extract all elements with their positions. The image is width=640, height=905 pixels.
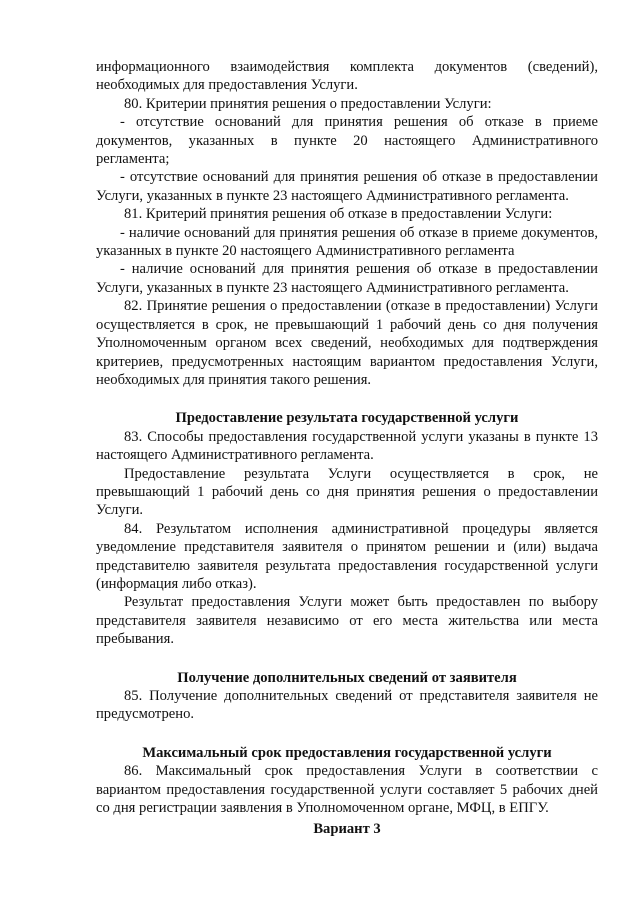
paragraph-83: 83. Способы предоставления государственной услуги указаны в пункте 13 настоящего Административного регламента.	[96, 428, 598, 464]
section-heading-additional-info: Получение дополнительных сведений от заявителя	[177, 669, 517, 686]
section-heading-variant: Вариант 3	[313, 821, 381, 838]
paragraph-80-item-b: - отсутствие оснований для принятия решения об отказе в предоставлении Услуги, указанных в пункте 23 настоящего Административного регламента.	[96, 169, 598, 204]
paragraph-81: 81. Критерий принятия решения об отказе в предоставлении Услуги:	[124, 206, 553, 223]
paragraph-81-item-b: - наличие оснований для принятия решения об отказе в предоставлении Услуги, указанных в пункте 23 настоящего Административного регламента.	[96, 261, 598, 296]
section-heading-max-term: Максимальный срок предоставления государственной услуги	[142, 744, 552, 761]
paragraph-86: 86. Максимальный срок предоставления Услуги в соответствии с вариантом предоставления государственной услуги составляет 5 рабочих дней со дня регистрации заявления в Уполномоченном органе, МФЦ, в ЕПГУ.	[96, 763, 598, 817]
paragraph-84: 84. Результатом исполнения административной процедуры является уведомление представителя заявителя о принятом решении и (или) выдача представителю заявителя результата предоставления государственной услуги (информация либо отказ).	[96, 520, 598, 592]
paragraph-85: 85. Получение дополнительных сведений от представителя заявителя не предусмотрено.	[96, 688, 598, 723]
document-body	[96, 58, 598, 839]
paragraph-intro: информационного взаимодействия комплекта документов (сведений), необходимых для предоставления Услуги.	[96, 59, 598, 94]
paragraph-80-item-a: - отсутствие оснований для принятия решения об отказе в приеме документов, указанных в пункте 20 настоящего Административного регламента;	[96, 114, 598, 168]
section-heading-result: Предоставление результата государственной услуги	[175, 410, 519, 427]
paragraph-80: 80. Критерии принятия решения о предоставлении Услуги:	[124, 95, 492, 112]
paragraph-81-item-a: - наличие оснований для принятия решения об отказе в приеме документов, указанных в пункте 20 настоящего Административного регламента	[96, 224, 598, 260]
paragraph-83-continued: Предоставление результата Услуги осуществляется в срок, не превышающий 1 рабочий день со дня принятия решения о предоставлении Услуги.	[96, 465, 598, 519]
paragraph-84-continued: Результат предоставления Услуги может быть предоставлен по выбору представителя заявителя независимо от его места жительства или места пребывания.	[96, 594, 598, 648]
paragraph-82: 82. Принятие решения о предоставлении (отказе в предоставлении) Услуги осуществляется в срок, не превышающий 1 рабочий день со дня получения Уполномоченным органом всех сведений, необходимых для подтверждения критериев, предусмотренных настоящим вариантом предоставления Услуги, необходимых для принятия такого решения.	[96, 298, 598, 388]
